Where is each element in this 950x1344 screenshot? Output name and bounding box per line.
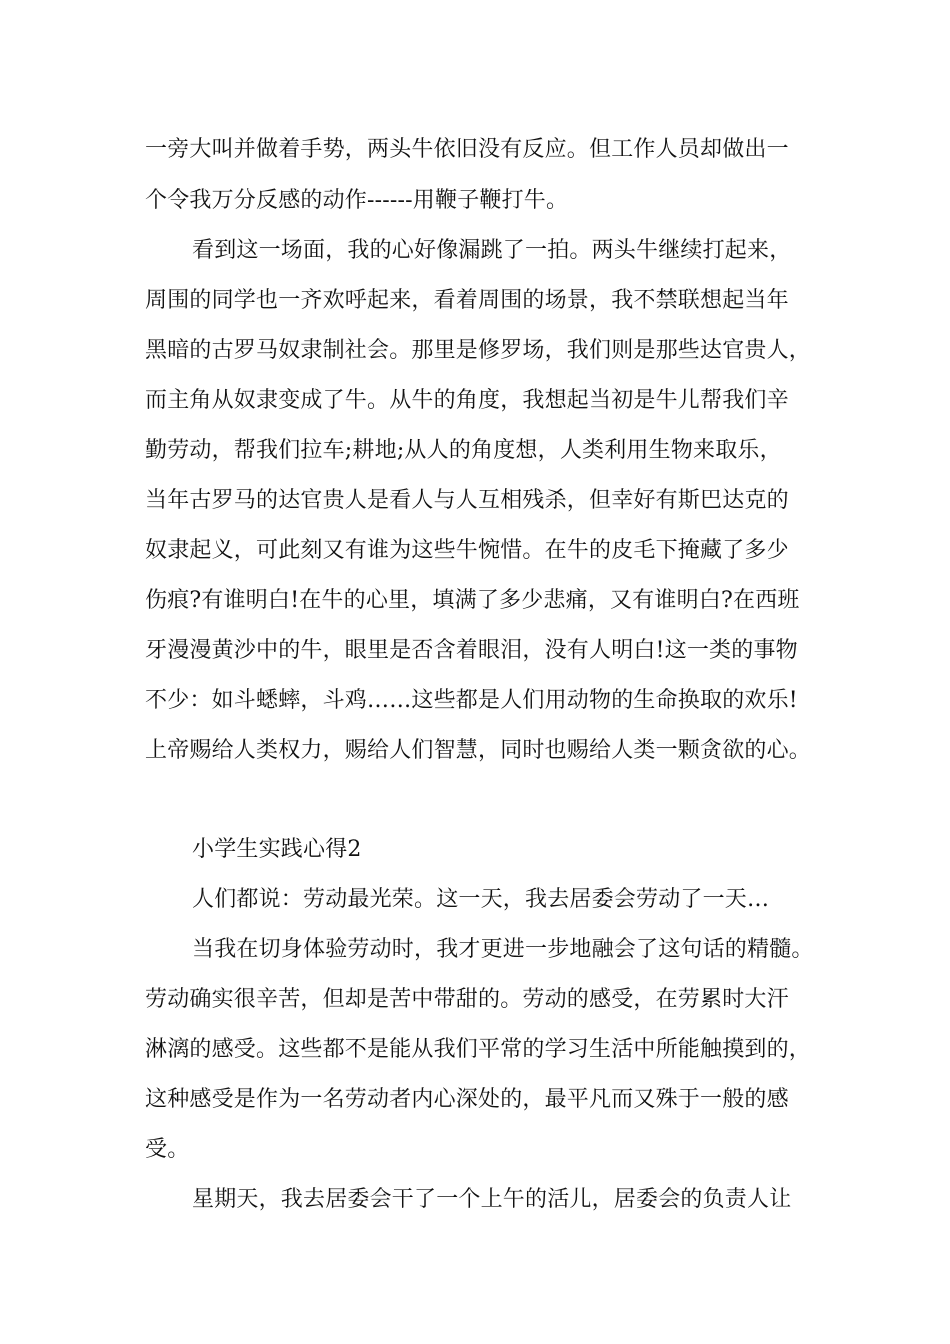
text-line: 受。 (145, 1137, 190, 1162)
text-line: 牙漫漫黄沙中的牛，眼里是否含着眼泪，没有人明白!这一类的事物 (145, 638, 798, 663)
text-line: 个令我万分反感的动作------用鞭子鞭打牛。 (145, 188, 569, 213)
text-line: 伤痕?有谁明白!在牛的心里，填满了多少悲痛，又有谁明白?在西班 (145, 588, 800, 613)
text-line: 上帝赐给人类权力，赐给人们智慧，同时也赐给人类一颗贪欲的心。 (145, 738, 812, 763)
section-heading: 小学生实践心得2 (192, 837, 362, 862)
text-line: 勤劳动，帮我们拉车;耕地;从人的角度想，人类利用生物来取乐， (145, 438, 782, 463)
paragraph-start-line: 当我在切身体验劳动时，我才更进一步地融会了这句话的精髓。 (192, 937, 814, 962)
text-line: 当年古罗马的达官贵人是看人与人互相残杀，但幸好有斯巴达克的 (145, 488, 789, 513)
text-line: 奴隶起义，可此刻又有谁为这些牛惋惜。在牛的皮毛下掩藏了多少 (145, 538, 789, 563)
text-line: 而主角从奴隶变成了牛。从牛的角度，我想起当初是牛儿帮我们辛 (145, 388, 789, 413)
paragraph-start-line: 看到这一场面，我的心好像漏跳了一拍。两头牛继续打起来， (192, 238, 792, 263)
text-line: 劳动确实很辛苦，但却是苦中带甜的。劳动的感受，在劳累时大汗 (145, 987, 789, 1012)
text-line: 不少：如斗蟋蟀，斗鸡……这些都是人们用动物的生命换取的欢乐! (145, 688, 798, 713)
paragraph-start-line: 人们都说：劳动最光荣。这一天，我去居委会劳动了一天… (192, 887, 770, 912)
paragraph-start-line: 星期天，我去居委会干了一个上午的活儿，居委会的负责人让 (192, 1187, 792, 1212)
text-line: 这种感受是作为一名劳动者内心深处的，最平凡而又殊于一般的感 (145, 1087, 789, 1112)
text-line: 淋漓的感受。这些都不是能从我们平常的学习生活中所能触摸到的， (145, 1037, 812, 1062)
text-line: 周围的同学也一齐欢呼起来，看着周围的场景，我不禁联想起当年 (145, 288, 789, 313)
text-line: 一旁大叫并做着手势，两头牛依旧没有反应。但工作人员却做出一 (145, 137, 789, 162)
text-line: 黑暗的古罗马奴隶制社会。那里是修罗场，我们则是那些达官贵人， (145, 338, 812, 363)
